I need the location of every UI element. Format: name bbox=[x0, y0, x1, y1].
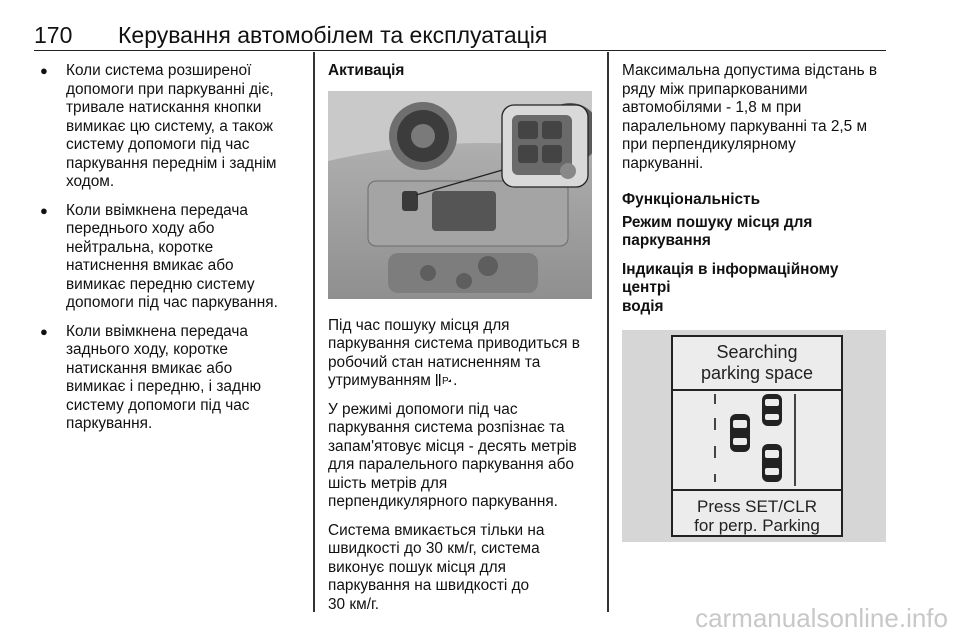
paragraph: Максимальна допустима відстань в ряду між припаркованими автомобілями - 1,8 м при паралельному паркуванні та 2,5 м при перпендикулярному паркуванні. bbox=[622, 62, 878, 172]
page-number: 170 bbox=[34, 22, 73, 48]
bullet-text: Коли ввімкнена передача переднього ходу або нейтральна, коротке натиснення вмикає або вимикає передню систему допомоги під час паркування. bbox=[66, 201, 278, 311]
driver-info-display-image bbox=[622, 330, 886, 542]
bullet-text: Коли система розширеної допомоги при паркуванні діє, тривале натискання кнопки вимикає цю систему, а також систему допомоги під час паркування переднім і заднім ходом. bbox=[66, 62, 277, 190]
watermark: carmanualsonline.info bbox=[695, 603, 948, 633]
column-3 bbox=[622, 62, 888, 542]
car-icon bbox=[762, 394, 782, 426]
car-icon bbox=[730, 414, 750, 452]
display-top-line-2: parking space bbox=[700, 363, 814, 383]
bullet-item bbox=[34, 202, 306, 313]
bullet-text: Коли ввімкнена передача заднього ходу, коротке натискання вмикає або вимикає і передню, і задню систему допомоги під час паркування. bbox=[66, 322, 261, 432]
section-heading-driver-info-display: Індикація в інформаційному центрі водія bbox=[622, 260, 839, 315]
paragraph: Під час пошуку місця для паркування система приводиться в робочий стан натисненням та утримуванням P . bbox=[328, 316, 580, 389]
dashboard-photo bbox=[328, 91, 592, 299]
section-heading-search-mode: Режим пошуку місця для паркування bbox=[622, 213, 813, 249]
page-header bbox=[34, 22, 886, 51]
bullet-icon: ● bbox=[40, 323, 48, 339]
display-bottom-line-1: Press SET/CLR bbox=[697, 497, 817, 516]
column-divider bbox=[607, 52, 609, 612]
car-icon bbox=[762, 444, 782, 482]
paragraph: Система вмикається тільки на швидкості до 30 км/г, система виконує пошук місця для паркування на швидкості до 30 км/г. bbox=[328, 521, 545, 613]
column-divider bbox=[313, 52, 315, 612]
bullet-list bbox=[34, 62, 306, 434]
bullet-item bbox=[34, 62, 306, 192]
bullet-icon: ● bbox=[40, 202, 48, 218]
column-2 bbox=[328, 62, 594, 624]
svg-text:P: P bbox=[442, 376, 449, 387]
section-heading-activation: Активація bbox=[328, 62, 405, 79]
page-title: Керування автомобілем та експлуатація bbox=[118, 22, 548, 48]
paragraph: У режимі допомоги під час паркування система розпізнає та запам'ятовує місця - десять метрів для паралельного паркування або шість метрів для перпендикулярного паркування. bbox=[328, 400, 577, 510]
section-heading-functionality: Функціональність bbox=[622, 191, 761, 208]
bullet-item bbox=[34, 323, 306, 434]
parking-assist-icon bbox=[435, 373, 453, 387]
bullet-icon: ● bbox=[40, 63, 48, 78]
column-1 bbox=[34, 62, 306, 444]
display-top-line-1: Searching bbox=[716, 342, 798, 362]
display-bottom-line-2: for perp. Parking bbox=[694, 516, 820, 535]
